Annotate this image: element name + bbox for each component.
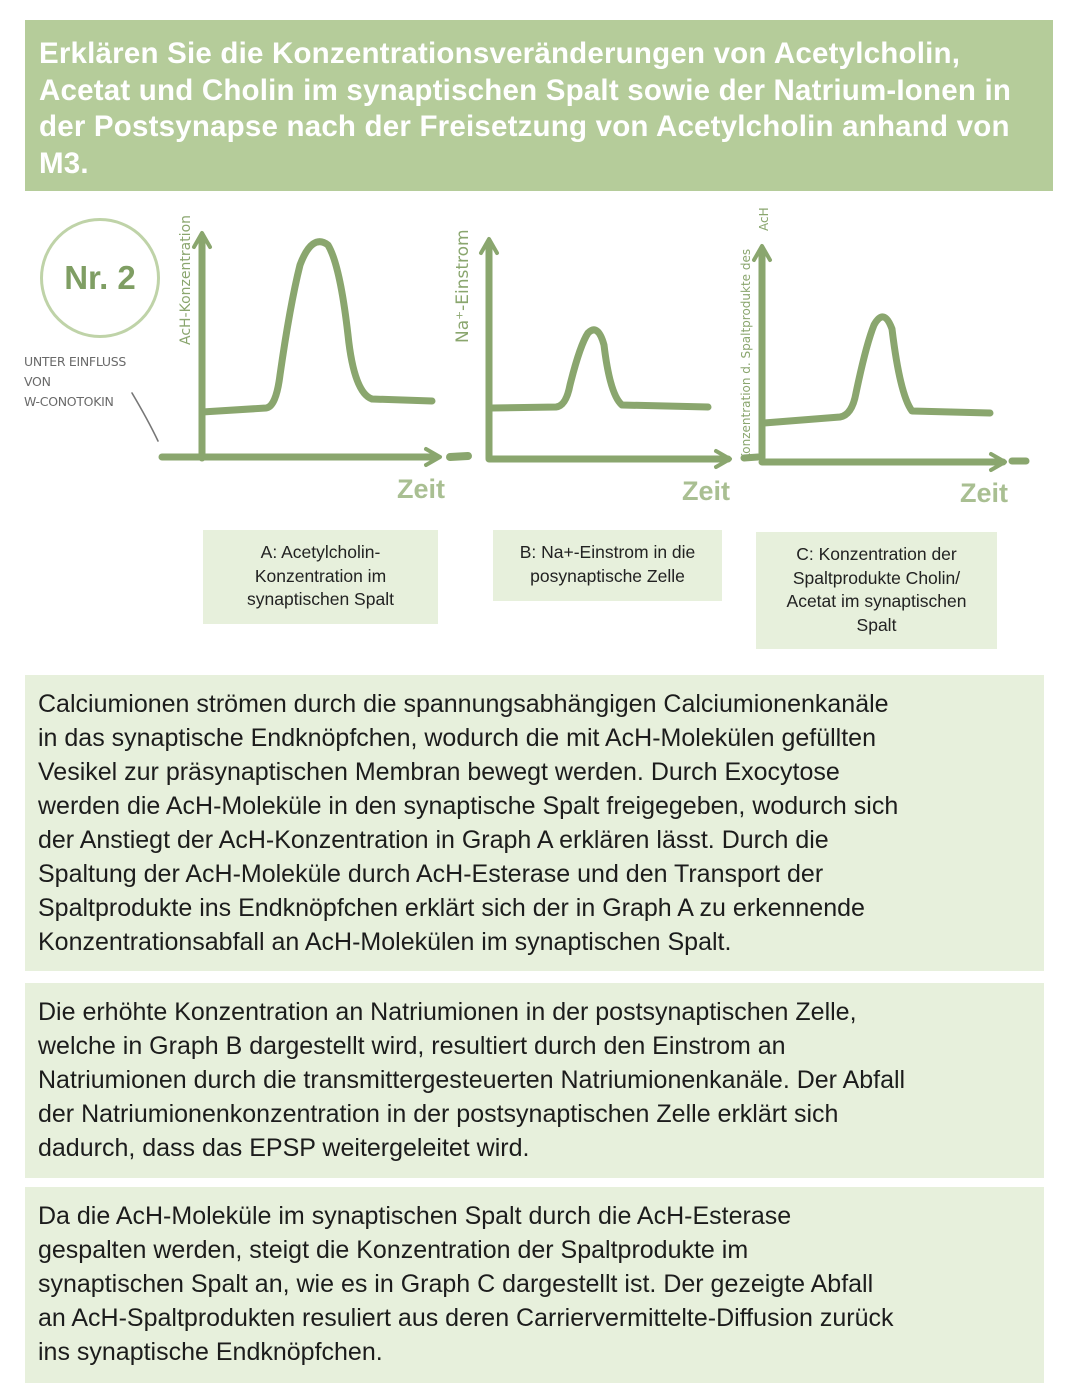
graph-a-curve <box>202 242 432 412</box>
graphs-figure <box>0 195 1080 525</box>
graph-c-curve <box>764 317 990 423</box>
caption-a-line: A: Acetylcholin- <box>260 542 381 562</box>
note-line-1: UNTER EINFLUSS <box>24 354 126 369</box>
graph-c-xlabel: Zeit <box>960 478 1009 508</box>
paragraph-line: Spaltung der AcH-Moleküle durch AcH-Esterase und den Transport der <box>38 860 824 888</box>
question-title: Erklären Sie die Konzentrationsveränderungen von Acetylcholin, Acetat und Cholin im synaptischen Spalt sowie der Natrium-Ionen in der Postsynapse nach der Freisetzung von Acetylcholin anhand von M3. <box>39 37 1012 180</box>
paragraph-line: dadurch, dass das EPSP weitergeleitet wird. <box>38 1134 530 1162</box>
paragraph-line: an AcH-Spaltprodukten resuliert aus deren Carriervermittelte-Diffusion zurück <box>38 1304 894 1332</box>
graph-a-tail-mark <box>450 456 468 457</box>
graph-b-curve <box>492 330 708 408</box>
paragraph-line: werden die AcH-Moleküle in den synaptische Spalt freigegeben, wodurch sich <box>38 792 899 820</box>
caption-b <box>493 530 722 601</box>
paragraph-line: der Natriumionenkonzentration in der postsynaptischen Zelle erklärt sich <box>38 1100 839 1128</box>
caption-b-line: B: Na+-Einstrom in die <box>519 542 696 562</box>
paragraph-line: Da die AcH-Moleküle im synaptischen Spalt durch die AcH-Esterase <box>38 1202 792 1230</box>
paragraph-line: Calciumionen strömen durch die spannungsabhängigen Calciumionenkanäle <box>38 690 889 718</box>
graph-a-ylabel: AcH-Konzentration <box>178 214 194 345</box>
graph-b-ylabel: Na⁺-Einstrom <box>453 229 473 343</box>
paragraph-line: in das synaptische Endknöpfchen, wodurch die mit AcH-Molekülen gefüllten <box>38 724 876 752</box>
caption-b-line: posynaptische Zelle <box>530 565 685 586</box>
paragraph-line: ins synaptische Endknöpfchen. <box>38 1338 383 1366</box>
caption-a-line: synaptischen Spalt <box>247 589 394 609</box>
caption-c-line: Spalt <box>856 614 897 635</box>
answer-paragraph-1 <box>25 675 1044 971</box>
note-line-3: W-CONOTOKIN <box>24 394 114 409</box>
caption-c <box>756 532 997 649</box>
graph-c <box>754 246 1005 470</box>
caption-a-line: Konzentration im <box>254 565 387 586</box>
paragraph-line: Die erhöhte Konzentration an Natriumionen in der postsynaptischen Zelle, <box>38 998 857 1026</box>
note-line-2: VON <box>24 374 51 389</box>
caption-a <box>203 530 438 624</box>
paragraph-line: Natriumionen durch die transmittergesteuerten Natriumionenkanäle. Der Abfall <box>38 1066 906 1094</box>
answer-paragraph-2 <box>25 983 1044 1178</box>
graph-a-xlabel: Zeit <box>397 474 446 504</box>
question-header <box>25 20 1053 191</box>
task-number-label: Nr. 2 <box>64 259 136 296</box>
caption-c-line: C: Konzentration der <box>796 544 957 564</box>
paragraph-line: Konzentrationsabfall an AcH-Molekülen im synaptischen Spalt. <box>38 928 732 956</box>
graph-c-ylabel-2: AcH <box>757 207 771 231</box>
paragraph-line: synaptischen Spalt an, wie es in Graph C dargestellt ist. Der gezeigte Abfall <box>38 1270 874 1298</box>
note-pointer-line <box>132 393 158 441</box>
graph-c-ylabel-1: Konzentration d. Spaltprodukte des <box>739 248 753 461</box>
graph-a <box>162 233 440 465</box>
answer-paragraph-3 <box>25 1187 1044 1383</box>
paragraph-line: Spaltprodukte ins Endknöpfchen erklärt sich der in Graph A zu erkennende <box>38 894 865 922</box>
paragraph-line: gespalten werden, steigt die Konzentration der Spaltprodukte im <box>38 1236 749 1264</box>
caption-c-line: Acetat im synaptischen <box>786 591 967 611</box>
graph-b-xlabel: Zeit <box>682 476 731 506</box>
graph-b <box>481 239 730 467</box>
paragraph-line: welche in Graph B dargestellt wird, resultiert durch den Einstrom an <box>38 1032 786 1060</box>
paragraph-line: der Anstiegt der AcH-Konzentration in Graph A erklären lässt. Durch die <box>38 826 829 854</box>
caption-c-line: Spaltprodukte Cholin/ <box>792 567 961 588</box>
paragraph-line: Vesikel zur präsynaptischen Membran bewegt werden. Durch Exocytose <box>38 758 840 786</box>
